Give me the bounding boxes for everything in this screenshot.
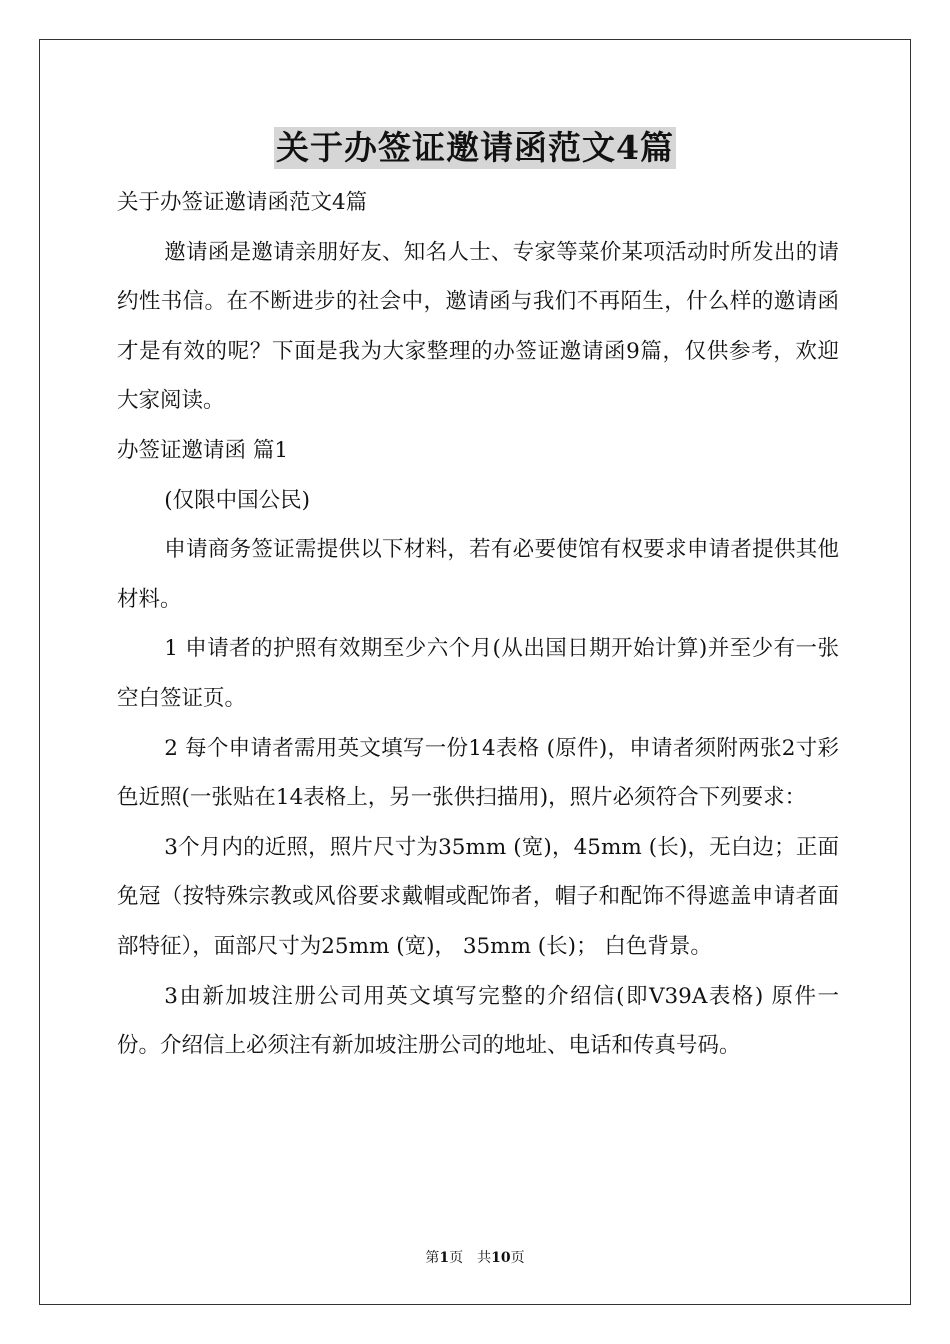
document-body	[117, 178, 839, 1071]
subtitle-paragraph: 关于办签证邀请函范文4篇	[117, 190, 368, 215]
requirement-photo-spec: 3个月内的近照，照片尺寸为35mm (宽)，45mm (长)，无白边；正面免冠（按特殊宗教或风俗要求戴帽或配饰者，帽子和配饰不得遮盖申请者面部特征），面部尺寸为25mm (宽)， 35mm (长)； 白色背景。	[117, 834, 839, 959]
page-suffix: 页	[510, 1250, 525, 1266]
page-total: 10	[491, 1250, 511, 1266]
document-title: 关于办签证邀请函范文4篇	[276, 128, 674, 167]
page-footer	[0, 1247, 950, 1267]
page-prefix: 第	[425, 1250, 440, 1266]
requirement-letter: 3由新加坡注册公司用英文填写完整的介绍信(即V39A表格) 原件一份。介绍信上必须注有新加坡注册公司的地址、电话和传真号码。	[117, 983, 839, 1059]
requirements-intro: 申请商务签证需提供以下材料，若有必要使馆有权要求申请者提供其他材料。	[117, 537, 839, 612]
page-mid: 页 共	[449, 1250, 492, 1266]
scope-note: (仅限中国公民)	[164, 487, 311, 513]
requirement-form-14: 2 每个申请者需用英文填写一份14表格 (原件)，申请者须附两张2寸彩色近照(一张贴在14表格上，另一张供扫描用)，照片必须符合下列要求：	[117, 735, 839, 811]
title-area	[0, 127, 950, 169]
requirement-passport: 1 申请者的护照有效期至少六个月(从出国日期开始计算)并至少有一张空白签证页。	[117, 636, 839, 711]
intro-paragraph: 邀请函是邀请亲朋好友、知名人士、专家等菜价某项活动时所发出的请约性书信。在不断进步的社会中，邀请函与我们不再陌生，什么样的邀请函才是有效的呢？下面是我为大家整理的办签证邀请函9篇，仅供参考，欢迎大家阅读。	[117, 239, 839, 414]
section-heading: 办签证邀请函 篇1	[117, 437, 289, 463]
page-current: 1	[439, 1250, 450, 1266]
